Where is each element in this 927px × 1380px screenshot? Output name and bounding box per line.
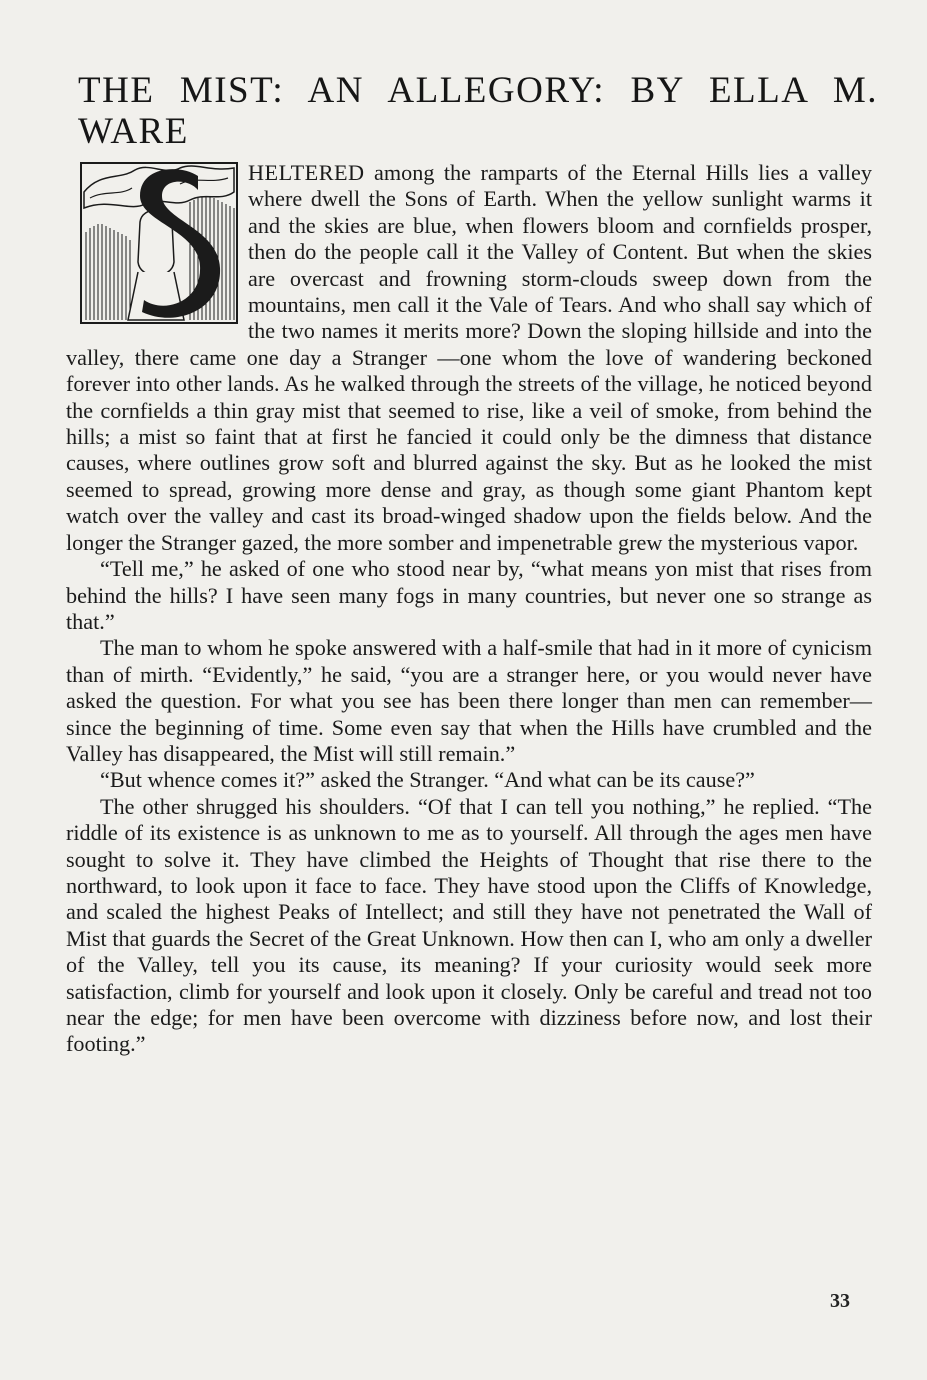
ornamental-initial-s-icon — [80, 162, 238, 324]
paragraph-3: The man to whom he spoke answered with a half-smile that had in it more of cynicism than of mirth. “Evidently,” he said, “you are a stranger here, or you would never have asked the question. For what you see has been there longer than men can remember—since the beginning of time. Some even say that when the Hills have crumbled and the Valley has disappeared, the Mist will still remain.” — [66, 635, 872, 766]
article-title: THE MIST: AN ALLEGORY: BY ELLA M. WARE — [78, 70, 878, 152]
paragraph-1-lead: HELTERED — [248, 160, 365, 185]
paragraph-2: “Tell me,” he asked of one who stood near by, “what means yon mist that rises from behind the hills? I have seen many fogs in many countries, but never one so strange as that.” — [66, 556, 872, 634]
paragraph-4: “But whence comes it?” asked the Stranger. “And what can be its cause?” — [100, 767, 755, 793]
paragraph-5: The other shrugged his shoulders. “Of that I can tell you nothing,” he replied. “The riddle of its existence is as unknown to me as to yourself. All through the ages men have sought to solve it. They have climbed the Heights of Thought that rise there to the northward, to look upon it face to face. They have stood upon the Cliffs of Knowledge, and scaled the highest Peaks of Intellect; and still they have not penetrated the Wall of Mist that guards the Secret of the Great Unknown. How then can I, who am only a dweller of the Valley, tell you its cause, its meaning? If your curiosity would seek more satisfaction, climb for yourself and look upon it closely. Only be careful and tread not too near the edge; for men have been overcome with dizziness before now, and lost their footing.” — [66, 793, 872, 1057]
drop-cap — [80, 162, 238, 324]
page-number: 33 — [830, 1290, 850, 1312]
article-body — [66, 160, 872, 1058]
paragraph-1-text: among the ramparts of the Eternal Hills lies a valley where dwell the Sons of Earth. When the yellow sunlight warms it and the skies are blue, when flowers bloom and cornfields prosper, then do the people call it the Valley of Content. But when the skies are overcast and frowning storm-clouds sweep down from the mountains, men call it the Vale of Tears. And who shall say which of the two names it merits more? Down the sloping hillside and into the valley, there came one day a Stranger —one whom the love of wandering beckoned forever into other lands. As he walked through the streets of the village, he noticed beyond the cornfields a thin gray mist that seemed to rise, like a veil of smoke, from behind the hills; a mist so faint that at first he fancied it could only be the dimness that distance causes, where outlines grow soft and blurred against the sky. But as he looked the mist seemed to spread, growing more dense and gray, as though some giant Phantom kept watch over the valley and cast its broad-winged shadow upon the fields below. And the longer the Stranger gazed, the more somber and impenetrable grew the mysterious vapor. — [66, 160, 872, 555]
